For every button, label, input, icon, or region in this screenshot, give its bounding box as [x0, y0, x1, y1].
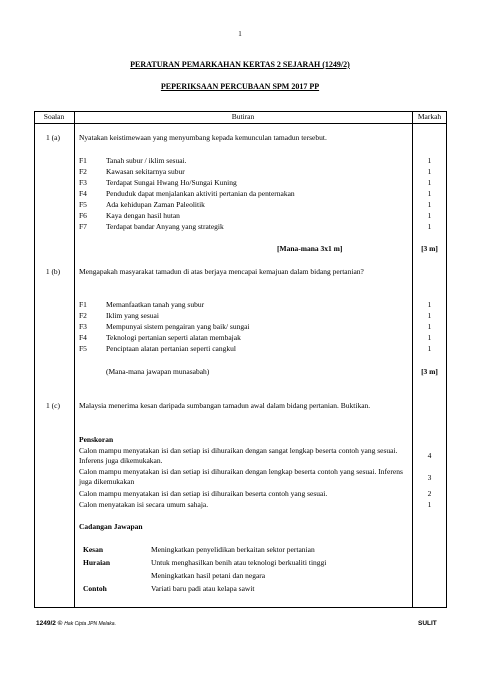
total-label: (Mana-mana jawapan munasabah) [106, 367, 210, 376]
page-number: 1 [238, 30, 242, 38]
item-text: Iklim yang sesuai [106, 311, 159, 320]
item-text: Ada kehidupan Zaman Paleolitik [106, 200, 205, 209]
question-text: Malaysia menerima kesan daripada sumbangan tamadun awal dalam bidang pertanian. Buktikan. [79, 401, 371, 410]
footer-copyright-text: Hak Cipta JPN Melaka. [64, 621, 116, 627]
score-mark: 3 [427, 473, 432, 482]
footer-code: 1249/2 © [36, 620, 63, 627]
item-code: F4 [79, 189, 87, 198]
total-label: [Mana-mana 3x1 m] [277, 244, 343, 253]
column-divider [74, 111, 75, 608]
item-code: F6 [79, 211, 87, 220]
item-code: F1 [79, 156, 87, 165]
header-butiran: Butiran [231, 112, 255, 121]
item-mark: 1 [427, 344, 432, 353]
item-code: F2 [79, 167, 87, 176]
item-mark: 1 [427, 322, 432, 331]
item-mark: 1 [427, 200, 432, 209]
item-mark: 1 [427, 333, 432, 342]
item-text: Tanah subur / iklim sesuai. [106, 156, 187, 165]
item-text: Terdapat bandar Anyang yang strategik [106, 222, 224, 231]
item-code: F5 [79, 344, 87, 353]
answer-label-contoh: Contoh [83, 584, 107, 593]
header-soalan: Soalan [43, 112, 65, 121]
item-text: Mempunyai sistem pengairan yang baik/ sungai [106, 322, 250, 331]
marking-table [34, 111, 447, 608]
item-mark: 1 [427, 167, 432, 176]
item-mark: 1 [427, 156, 432, 165]
answer-text-kesan: Meningkatkan penyelidikan berkaitan sektor pertanian [151, 545, 315, 554]
answer-label-huraian: Huraian [83, 558, 111, 567]
score-criterion: Calon menyatakan isi secara umum sahaja. [79, 500, 209, 509]
total-mark: [3 m] [421, 367, 438, 376]
item-code: F3 [79, 178, 87, 187]
question-number: 1 (c) [46, 401, 60, 410]
score-criterion: Calon mampu menyatakan isi dan setiap isi dihuraikan beserta contoh yang sesuai. [79, 489, 328, 498]
question-text: Nyatakan keistimewaan yang menyumbang kepada kemunculan tamadun tersebut. [79, 133, 327, 142]
document-subtitle: PEPERIKSAAN PERCUBAAN SPM 2017 PP [160, 82, 320, 91]
item-mark: 1 [427, 222, 432, 231]
item-text: Memanfaatkan tanah yang subur [106, 300, 205, 309]
answer-text-contoh: Variati baru padi atau kelapa sawit [151, 584, 255, 593]
item-mark: 1 [427, 211, 432, 220]
item-text: Teknologi pertanian seperti alatan membajak [106, 333, 241, 342]
document-title: PERATURAN PEMARKAHAN KERTAS 2 SEJARAH (1249/2) [130, 60, 350, 69]
question-number: 1 (b) [45, 267, 61, 276]
item-mark: 1 [427, 311, 432, 320]
item-code: F1 [79, 300, 87, 309]
cadangan-heading: Cadangan Jawapan [79, 522, 143, 531]
item-code: F3 [79, 322, 87, 331]
score-criterion: Calon mampu menyatakan isi dan setiap isi dihuraikan dengan lengkap beserta contoh yang sesuai. Inferens juga dikemukakan [79, 467, 403, 486]
item-text: Terdapat Sungai Hwang Ho/Sungai Kuning [106, 178, 237, 187]
footer-copyright [36, 620, 116, 627]
item-mark: 1 [427, 189, 432, 198]
score-mark: 1 [427, 500, 432, 509]
answer-text-huraian: Untuk menghasilkan benih atau teknologi berkualiti tinggi [151, 558, 327, 567]
question-number: 1 (a) [46, 133, 60, 142]
penskoran-heading: Penskoran [79, 435, 114, 444]
answer-text-huraian: Meningkatkan hasil petani dan negara [151, 571, 266, 580]
footer-sulit: SULIT [418, 620, 437, 627]
item-code: F7 [79, 222, 87, 231]
answer-label-kesan: Kesan [83, 545, 104, 554]
header-divider [34, 123, 447, 124]
item-mark: 1 [427, 300, 432, 309]
header-markah: Markah [417, 112, 442, 121]
item-text: Penduduk dapat menjalankan aktiviti pertanian da penternakan [106, 189, 295, 198]
item-code: F4 [79, 333, 87, 342]
item-text: Kawasan sekitarnya subur [106, 167, 185, 176]
item-text: Penciptaan alatan pertanian seperti cangkul [106, 344, 236, 353]
item-code: F5 [79, 200, 87, 209]
item-text: Kaya dengan hasil hutan [106, 211, 180, 220]
item-code: F2 [79, 311, 87, 320]
score-mark: 4 [427, 451, 432, 460]
item-mark: 1 [427, 178, 432, 187]
score-mark: 2 [427, 489, 432, 498]
question-text: Mengapakah masyarakat tamadun di atas berjaya mencapai kemajuan dalam bidang pertanian? [79, 267, 364, 276]
total-mark: [3 m] [421, 244, 438, 253]
score-criterion: Calon mampu menyatakan isi dan setiap isi dihuraikan dengan sangat lengkap beserta contoh yang sesuai. Inferens juga dikemukakan. [79, 446, 398, 465]
